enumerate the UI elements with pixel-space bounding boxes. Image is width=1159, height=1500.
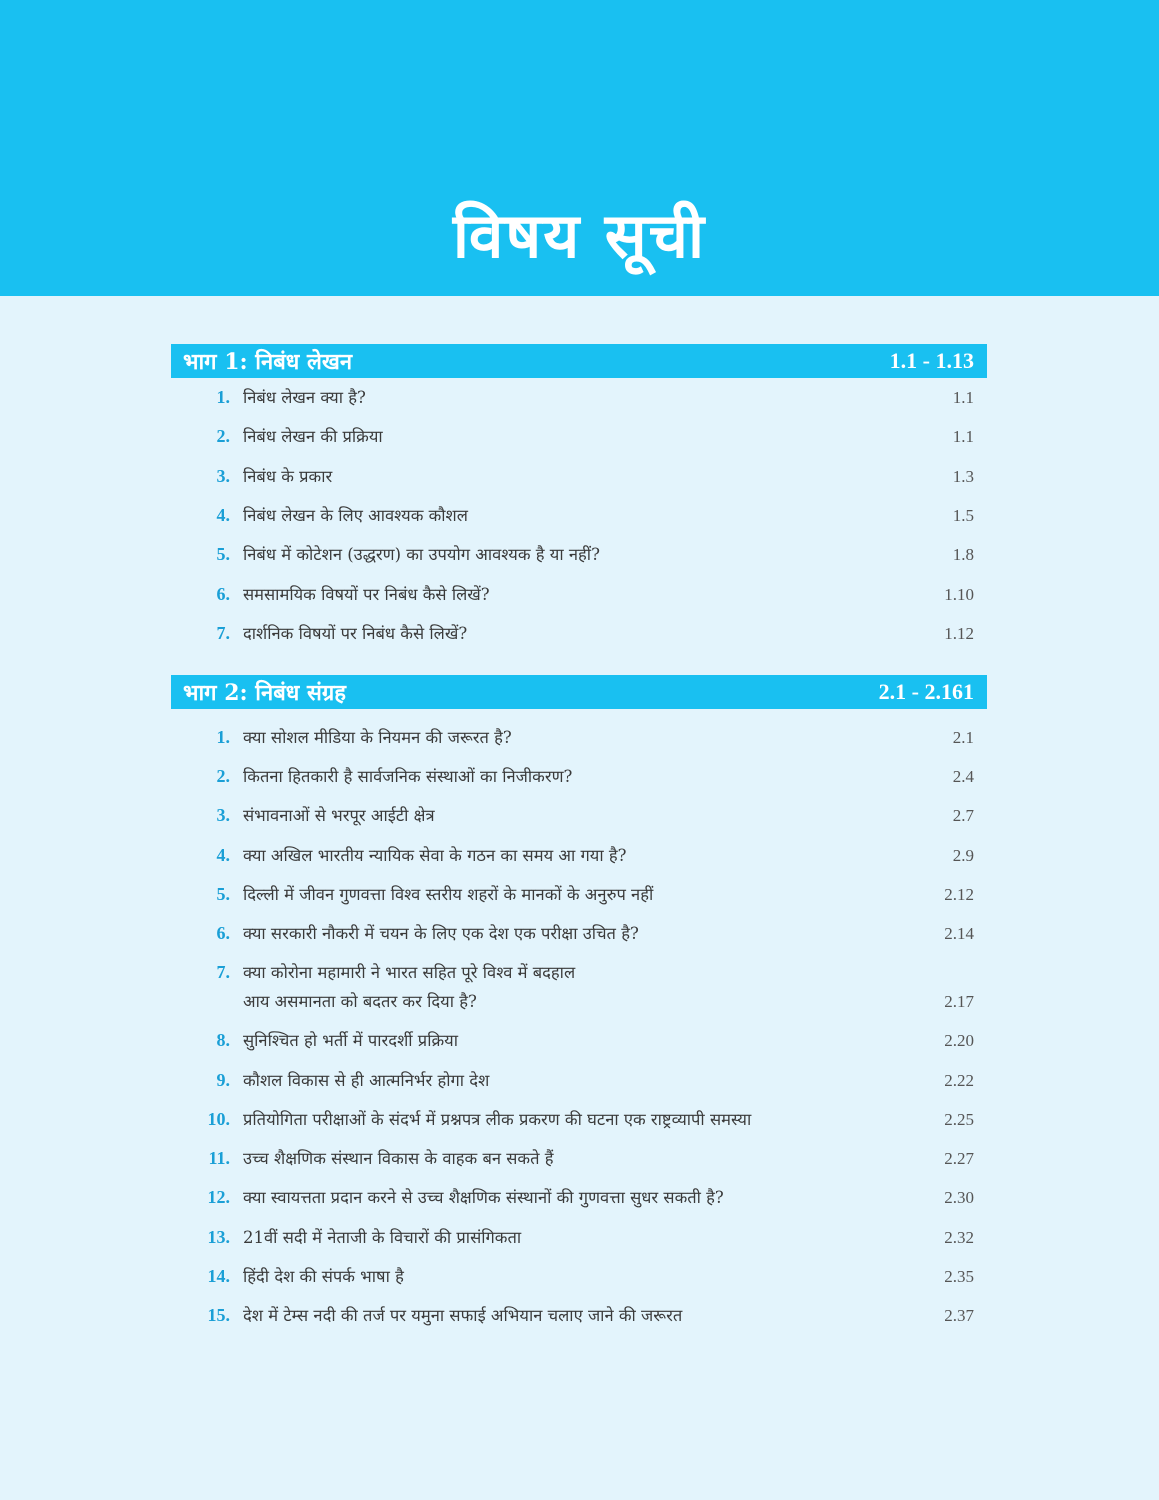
entry-page: 2.37 xyxy=(944,1306,974,1325)
entry-title: संभावनाओं से भरपूर आईटी क्षेत्र xyxy=(243,806,435,825)
entry-page: 1.8 xyxy=(952,545,974,564)
entry-page: 1.10 xyxy=(944,585,974,604)
entry-page: 2.27 xyxy=(944,1149,974,1168)
entry-page: 2.22 xyxy=(944,1071,974,1090)
entry-title: क्या अखिल भारतीय न्यायिक सेवा के गठन का समय आ गया है? xyxy=(243,846,627,865)
entry-number: 10. xyxy=(207,1109,230,1129)
entry-title: समसामयिक विषयों पर निबंध कैसे लिखें? xyxy=(243,585,490,604)
entry-number: 15. xyxy=(207,1305,230,1325)
entry-number: 14. xyxy=(207,1266,230,1286)
section-page-range: 2.1 - 2.161 xyxy=(878,679,974,704)
entry-number: 13. xyxy=(207,1227,230,1247)
entry-title: निबंध लेखन की प्रक्रिया xyxy=(243,427,383,446)
page-title: विषय सूची xyxy=(452,199,707,272)
entry-page: 1.12 xyxy=(944,624,974,643)
entry-title: निबंध लेखन के लिए आवश्यक कौशल xyxy=(243,506,468,525)
entry-title: क्या सोशल मीडिया के नियमन की जरूरत है? xyxy=(243,728,512,747)
entry-page: 2.12 xyxy=(944,885,974,904)
entry-number: 4. xyxy=(216,845,230,865)
entry-title: प्रतियोगिता परीक्षाओं के संदर्भ में प्रश्नपत्र लीक प्रकरण की घटना एक राष्ट्रव्यापी समस्या xyxy=(243,1110,752,1129)
entry-title: क्या सरकारी नौकरी में चयन के लिए एक देश एक परीक्षा उचित है? xyxy=(243,924,639,943)
entry-page: 2.7 xyxy=(952,806,974,825)
entry-page: 2.1 xyxy=(952,728,974,747)
entry-number: 12. xyxy=(207,1187,230,1207)
entry-number: 3. xyxy=(216,805,230,825)
entry-page: 2.20 xyxy=(944,1031,974,1050)
entry-title: निबंध में कोटेशन (उद्धरण) का उपयोग आवश्यक है या नहीं? xyxy=(243,545,600,564)
section-header-part-1 xyxy=(171,344,987,378)
entry-title: उच्च शैक्षणिक संस्थान विकास के वाहक बन सकते हैं xyxy=(243,1149,554,1168)
entry-number: 7. xyxy=(216,623,230,643)
section-page-range: 1.1 - 1.13 xyxy=(889,348,974,373)
entry-number: 8. xyxy=(216,1030,230,1050)
entry-page: 2.9 xyxy=(952,846,974,865)
entry-number: 7. xyxy=(216,962,230,982)
entry-number: 3. xyxy=(216,466,230,486)
entry-title: कौशल विकास से ही आत्मनिर्भर होगा देश xyxy=(243,1071,490,1090)
section-title: भाग 2: निबंध संग्रह xyxy=(183,680,346,706)
entry-title: क्या स्वायत्तता प्रदान करने से उच्च शैक्षणिक संस्थानों की गुणवत्ता सुधर सकती है? xyxy=(243,1188,724,1207)
entry-title: 21वीं सदी में नेताजी के विचारों की प्रासंगिकता xyxy=(243,1228,522,1247)
entry-title: देश में टेम्स नदी की तर्ज पर यमुना सफाई अभियान चलाए जाने की जरूरत xyxy=(243,1306,683,1325)
entry-page: 2.30 xyxy=(944,1188,974,1207)
entry-title: दिल्ली में जीवन गुणवत्ता विश्व स्तरीय शहरों के मानकों के अनुरुप नहीं xyxy=(243,885,654,904)
entry-title: दार्शनिक विषयों पर निबंध कैसे लिखें? xyxy=(243,624,468,643)
entry-number: 4. xyxy=(216,505,230,525)
entry-page: 1.1 xyxy=(952,388,974,407)
entry-page: 1.1 xyxy=(952,427,974,446)
entry-title: निबंध के प्रकार xyxy=(243,467,333,486)
entry-number: 6. xyxy=(216,923,230,943)
entry-title: हिंदी देश की संपर्क भाषा है xyxy=(243,1267,404,1286)
entry-number: 9. xyxy=(216,1070,230,1090)
entry-page: 2.4 xyxy=(952,767,974,786)
entry-number: 5. xyxy=(216,884,230,904)
entry-page: 1.5 xyxy=(952,506,974,525)
entry-page: 2.25 xyxy=(944,1110,974,1129)
entry-number: 2. xyxy=(216,426,230,446)
entry-number: 1. xyxy=(216,387,230,407)
entry-number: 11. xyxy=(208,1148,230,1168)
entry-page: 2.32 xyxy=(944,1228,974,1247)
entry-number: 2. xyxy=(216,766,230,786)
entry-page: 2.14 xyxy=(944,924,974,943)
entry-title-continued: आय असमानता को बदतर कर दिया है? xyxy=(243,992,477,1011)
section-title: भाग 1: निबंध लेखन xyxy=(183,349,353,375)
entry-title: निबंध लेखन क्या है? xyxy=(243,388,366,407)
entry-title: क्या कोरोना महामारी ने भारत सहित पूरे विश्व में बदहाल xyxy=(243,963,576,982)
entry-number: 5. xyxy=(216,544,230,564)
entry-page: 1.3 xyxy=(952,467,974,486)
section-header-part-2 xyxy=(171,675,987,709)
entry-number: 1. xyxy=(216,727,230,747)
entry-number: 6. xyxy=(216,584,230,604)
entry-title: सुनिश्चित हो भर्ती में पारदर्शी प्रक्रिया xyxy=(243,1031,458,1050)
toc-entry[interactable] xyxy=(200,958,976,1016)
entry-title: कितना हितकारी है सार्वजनिक संस्थाओं का निजीकरण? xyxy=(243,767,573,786)
entry-page: 2.35 xyxy=(944,1267,974,1286)
entry-page: 2.17 xyxy=(944,992,974,1011)
